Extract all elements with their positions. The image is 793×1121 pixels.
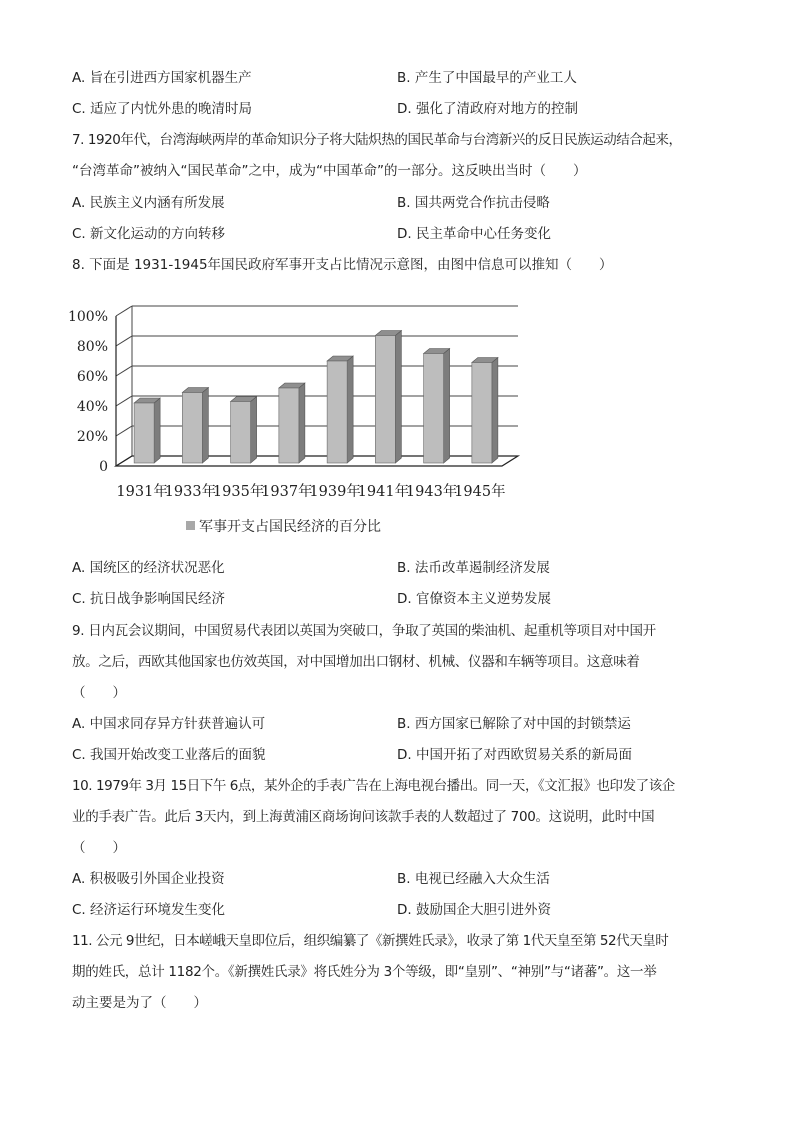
q10-option-b: B. 电视已经融入大众生活 — [397, 871, 550, 887]
gridline-side — [116, 306, 132, 316]
bar-side — [251, 397, 257, 464]
q10-option-c: C. 经济运行环境发生变化 — [72, 902, 226, 918]
y-tick-label: 80% — [76, 339, 108, 355]
bar — [327, 361, 347, 463]
x-tick-label: 1943年 — [405, 484, 458, 500]
q10-stem-line3: （ ） — [72, 840, 126, 856]
x-tick-label: 1941年 — [357, 484, 410, 500]
q11-stem-line2: 期的姓氏，总计 1182个。《新撰姓氏录》将氏姓分为 3个等级，即“皇别”、“神别”与“诸蕃”。这一举 — [72, 964, 657, 980]
q8-option-a: A. 国统区的经济状况恶化 — [72, 560, 225, 576]
q9-option-c: C. 我国开始改变工业落后的面貌 — [72, 747, 266, 763]
q7-option-b: B. 国共两党合作抗击侵略 — [397, 195, 550, 211]
q7-option-a: A. 民族主义内涵有所发展 — [72, 195, 225, 211]
q10-option-a: A. 积极吸引外国企业投资 — [72, 871, 225, 887]
q8-option-c: C. 抗日战争影响国民经济 — [72, 591, 226, 607]
bar-side — [444, 349, 450, 464]
x-tick-label: 1945年 — [454, 484, 506, 500]
gridline-side — [116, 366, 132, 376]
y-tick-label: 40% — [76, 399, 108, 415]
chart-gridlines — [116, 306, 518, 466]
x-tick-label: 1935年 — [212, 484, 265, 500]
q7-stem-line1: 7. 1920年代，台湾海峡两岸的革命知识分子将大陆炽热的国民革命与台湾新兴的反日民族运动结合起来， — [72, 132, 682, 148]
legend-label: 军事开支占国民经济的百分比 — [199, 519, 381, 535]
q10-stem-line1: 10. 1979年 3月 15日下午 6点，某外企的手表广告在上海电视台播出。同一天，《文汇报》也印发了该企 — [72, 778, 675, 794]
chart-y-ticks — [68, 309, 108, 475]
bar-side — [154, 398, 160, 463]
q9-option-d: D. 中国开拓了对西欧贸易关系的新局面 — [397, 747, 632, 763]
x-tick-label: 1937年 — [261, 484, 313, 500]
y-tick-label: 20% — [76, 429, 108, 445]
q10-stem-line2: 业的手表广告。此后 3天内，到上海黄浦区商场询问该款手表的人数超过了 700。这说明，此时中国 — [72, 809, 655, 825]
bar-side — [202, 388, 208, 464]
chart-legend — [186, 516, 381, 536]
bar — [424, 354, 444, 464]
gridline-side — [116, 396, 132, 406]
q6-option-c: C. 适应了内忧外患的晚清时局 — [72, 101, 253, 117]
bar — [279, 388, 299, 463]
q11-stem-line1: 11. 公元 9世纪，日本嵯峨天皇即位后，组织编纂了《新撰姓氏录》，收录了第 1代天皇至第 52代天皇时 — [72, 933, 669, 949]
q6-option-b: B. 产生了中国最早的产业工人 — [397, 70, 577, 86]
q6-option-a: A. 旨在引进西方国家机器生产 — [72, 70, 252, 86]
q7-option-d: D. 民主革命中心任务变化 — [397, 226, 551, 242]
q11-stem-line3: 动主要是为了（ ） — [72, 995, 207, 1011]
bar — [231, 402, 251, 464]
y-tick-label: 60% — [76, 369, 108, 385]
legend-swatch — [186, 521, 195, 530]
q10-option-d: D. 鼓励国企大胆引进外资 — [397, 902, 551, 918]
chart-x-ticks — [116, 482, 505, 500]
q9-stem-line2: 放。之后，西欧其他国家也仿效英国，对中国增加出口钢材、机械、仪器和车辆等项目。这意味着 — [72, 654, 640, 670]
q9-option-a: A. 中国求同存异方针获普遍认可 — [72, 716, 266, 732]
bar — [472, 363, 492, 464]
chart-floor — [116, 456, 518, 466]
q9-option-b: B. 西方国家已解除了对中国的封锁禁运 — [397, 716, 631, 732]
gridline-side — [116, 336, 132, 346]
chart-axes — [116, 306, 518, 466]
q8-option-d: D. 官僚资本主义逆势发展 — [397, 591, 551, 607]
bar — [182, 393, 202, 464]
x-tick-label: 1939年 — [309, 484, 361, 500]
q9-stem-line1: 9. 日内瓦会议期间，中国贸易代表团以英国为突破口，争取了英国的柴油机、起重机等项目对中国开 — [72, 623, 656, 639]
q9-stem-line3: （ ） — [72, 685, 126, 701]
bar-side — [299, 383, 305, 463]
x-tick-label: 1931年 — [116, 484, 168, 500]
bar-side — [347, 356, 353, 463]
x-tick-label: 1933年 — [164, 484, 217, 500]
q7-option-c: C. 新文化运动的方向转移 — [72, 226, 226, 242]
q7-stem-line2: “台湾革命”被纳入“国民革命”之中，成为“中国革命”的一部分。这反映出当时（ ） — [72, 163, 587, 179]
bar-side — [395, 331, 401, 464]
military-spending-chart — [64, 296, 534, 546]
y-tick-label: 0 — [99, 459, 108, 475]
bar-side — [492, 358, 498, 464]
y-tick-label: 100% — [67, 309, 108, 325]
bar — [375, 336, 395, 464]
chart-bars — [134, 331, 498, 464]
q8-option-b: B. 法币改革遏制经济发展 — [397, 560, 550, 576]
bar — [134, 403, 154, 463]
q6-option-d: D. 强化了清政府对地方的控制 — [397, 101, 578, 117]
gridline-side — [116, 426, 132, 436]
q8-stem: 8. 下面是 1931-1945年国民政府军事开支占比情况示意图，由图中信息可以推知（ ） — [72, 257, 613, 273]
